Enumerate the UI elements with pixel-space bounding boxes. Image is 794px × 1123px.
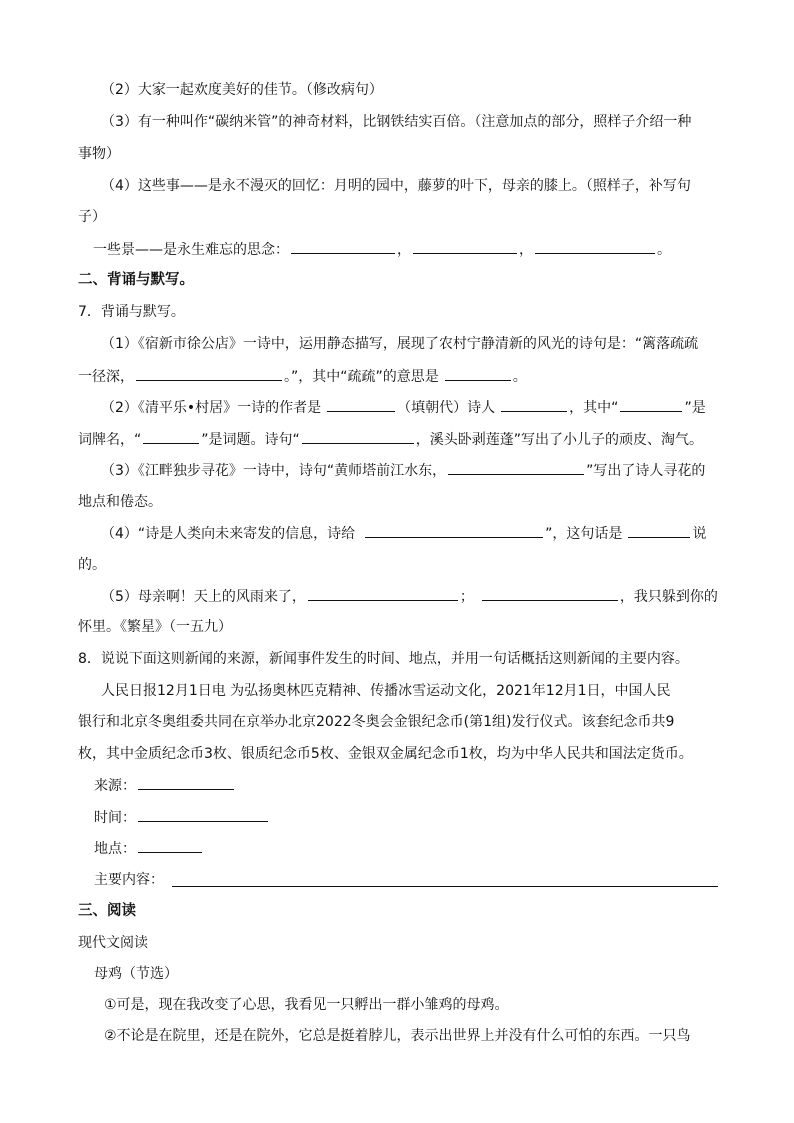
q7-p4-text-b: ”，这句话是 — [545, 526, 623, 542]
q7-p2-text-d: ”是 — [684, 400, 706, 416]
time-answer-blank[interactable] — [138, 807, 268, 822]
q7-p5-text-a: （5）母亲啊！天上的风雨来了， — [101, 589, 306, 605]
answer-blank[interactable] — [620, 397, 682, 412]
q7-p1-text-b: 。”，其中“疏疏”的意思是 — [284, 369, 439, 385]
reading-title: 母鸡（节选） — [94, 966, 178, 982]
answer-blank[interactable] — [448, 460, 584, 475]
q7-p4-text-c: 说 — [692, 526, 707, 542]
q7-p1-text-a: 一径深， — [78, 369, 134, 385]
q6-item3-line1: （3）有一种叫作“碳纳米管”的神奇材料，比钢铁结实百倍。（注意加点的部分，照样子介绍一种 — [101, 114, 692, 130]
q8-title: 8．说说下面这则新闻的来源，新闻事件发生的时间、地点，并用一句话概括这则新闻的主要内容。 — [78, 651, 689, 667]
q7-p4-text-a: （4）“诗是人类向未来寄发的信息，诗给 — [101, 526, 356, 542]
q7-p5-line2: 怀里。《繁星》（一五九） — [78, 619, 232, 635]
answer-blank[interactable] — [365, 523, 543, 538]
content-answer-blank[interactable] — [172, 886, 718, 887]
q8-time-row — [94, 807, 270, 828]
q7-p2-text-a: （2）《清平乐•村居》一诗的作者是 — [101, 400, 322, 416]
q7-p5-line1 — [101, 586, 718, 607]
reading-para1: ①可是，现在我改变了心思，我看见一只孵出一群小雏鸡的母鸡。 — [104, 997, 509, 1013]
q6-item4-line2: 子） — [78, 209, 106, 225]
q7-p2-text-b: （填朝代）诗人 — [397, 400, 496, 416]
q6-item4-line1: （4）这些事——是永不漫灭的回忆：月明的园中，藤萝的叶下，母亲的膝上。（照样子，补写句 — [101, 178, 691, 194]
q7-p2-text-c: ，其中“ — [569, 400, 619, 416]
period: 。 — [512, 369, 527, 385]
q8-place-row — [94, 838, 204, 859]
q7-p5-text-b: ； — [459, 589, 474, 605]
q8-content-row — [94, 870, 164, 890]
comma: ， — [519, 242, 533, 258]
place-label: 地点： — [94, 841, 136, 857]
period: 。 — [657, 242, 671, 258]
q7-p3-line1 — [101, 460, 705, 481]
q7-title: 7．背诵与默写。 — [78, 304, 185, 320]
place-answer-blank[interactable] — [138, 838, 202, 853]
section3-heading: 三、阅读 — [78, 903, 136, 919]
q8-news-line3: 枚，其中金质纪念币3枚、银质纪念币5枚、金银双金属纪念币1枚，均为中华人民共和国法定货币。 — [78, 746, 693, 762]
q7-p2-line1 — [101, 397, 706, 418]
source-answer-blank[interactable] — [138, 775, 234, 790]
time-label: 时间： — [94, 810, 136, 826]
q7-p4-line1 — [101, 523, 706, 544]
q7-p1-line2 — [78, 366, 527, 387]
q7-p2-line2-text-b: ”是词题。诗句“ — [201, 432, 300, 448]
source-label: 来源： — [94, 778, 136, 794]
q7-p2-line2-text-c: ，溪头卧剥莲蓬”写出了小儿子的顽皮、淘气。 — [415, 432, 704, 448]
answer-blank[interactable] — [136, 366, 282, 381]
q6-item2: （2）大家一起欢度美好的佳节。（修改病句） — [101, 82, 383, 98]
q6-item3-line2: 事物） — [78, 146, 120, 162]
q7-p3-line2: 地点和倦态。 — [78, 494, 162, 510]
q7-p1-line1: （1）《宿新市徐公店》一诗中，运用静态描写，展现了农村宁静清新的风光的诗句是：“篱落疏疏 — [101, 336, 699, 352]
answer-blank[interactable] — [445, 366, 511, 381]
q8-source-row — [94, 775, 236, 796]
answer-blank[interactable] — [535, 239, 655, 254]
comma: ， — [397, 242, 411, 258]
q7-p5-text-c: ，我只躲到你的 — [619, 589, 718, 605]
answer-blank[interactable] — [628, 523, 690, 538]
answer-blank[interactable] — [327, 397, 395, 412]
q6-item4-answer-line — [93, 239, 671, 260]
q6-item4-prompt: 一些景——是永生难忘的思念： — [93, 242, 289, 258]
answer-blank[interactable] — [308, 586, 458, 601]
q7-p3-text-b: ”写出了诗人寻花的 — [586, 463, 706, 479]
answer-blank[interactable] — [143, 429, 199, 444]
answer-blank[interactable] — [302, 429, 414, 444]
answer-blank[interactable] — [501, 397, 567, 412]
content-label: 主要内容： — [94, 872, 164, 888]
reading-para2: ②不论是在院里，还是在院外，它总是挺着脖儿，表示出世界上并没有什么可怕的东西。一只鸟 — [104, 1028, 691, 1044]
q7-p2-line2-text-a: 词牌名，“ — [78, 432, 142, 448]
q8-news-line2: 银行和北京冬奥组委共同在京举办北京2022冬奥会金银纪念币(第1组)发行仪式。该套纪念币共9 — [78, 714, 675, 730]
answer-blank[interactable] — [413, 239, 517, 254]
answer-blank[interactable] — [291, 239, 395, 254]
section2-heading: 二、背诵与默写。 — [78, 272, 194, 288]
q7-p4-line2: 的。 — [78, 557, 106, 573]
q7-p2-line2 — [78, 429, 703, 450]
q7-p3-text-a: （3）《江畔独步寻花》一诗中，诗句“黄师塔前江水东， — [101, 463, 447, 479]
answer-blank[interactable] — [482, 586, 618, 601]
section3-subheading: 现代文阅读 — [78, 935, 148, 951]
q8-news-line1: 人民日报12月1日电 为弘扬奥林匹克精神、传播冰雪运动文化，2021年12月1日，中国人民 — [101, 683, 671, 699]
